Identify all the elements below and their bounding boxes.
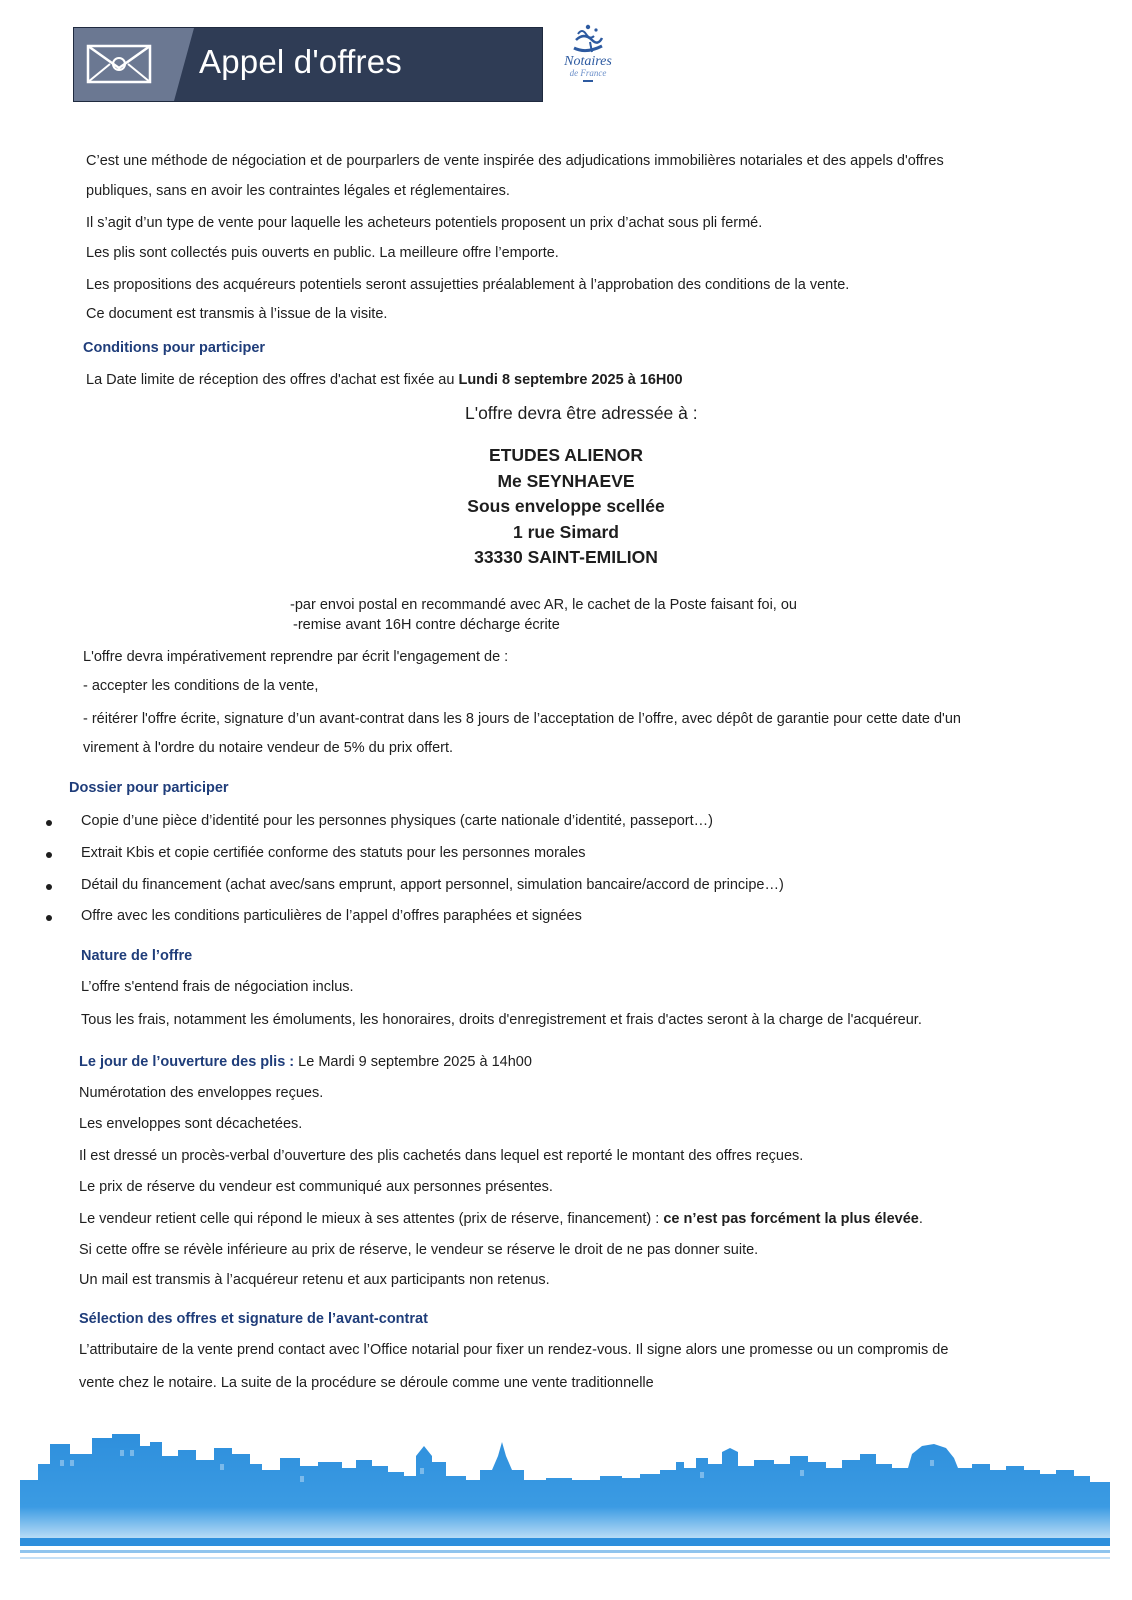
opening-heading: Le jour de l’ouverture des plis : [79, 1054, 295, 1070]
address-line: 1 rue Simard [512, 521, 620, 542]
engagement-line: - accepter les conditions de la vente, [83, 678, 319, 694]
deadline-date: Lundi 8 septembre 2025 à 16H00 [458, 372, 683, 388]
logo-subtitle: de France [569, 68, 607, 78]
notaires-logo-icon [568, 22, 608, 56]
envelope-icon [86, 42, 152, 86]
intro-line: Les propositions des acquéreurs potentiels seront assujetties préalablement à l’approbation des conditions de la vente. [86, 277, 850, 293]
delivery-line: -remise avant 16H contre décharge écrite [293, 617, 560, 633]
deadline-text: La Date limite de réception des offres d'achat est fixée au [86, 372, 459, 388]
opening-heading-line [79, 1054, 532, 1070]
notaires-logo [548, 22, 628, 94]
bullet-icon [46, 852, 52, 858]
selection-line: L’attributaire de la vente prend contact avec l’Office notarial pour fixer un rendez-vous. Il signe alors une promesse ou un compromis de [79, 1342, 949, 1358]
nature-line: Tous les frais, notamment les émoluments, les honoraires, droits d'enregistrement et frais d'actes seront à la charge de l'acquéreur. [81, 1012, 922, 1028]
delivery-line: -par envoi postal en recommandé avec AR, le cachet de la Poste faisant foi, ou [290, 597, 797, 613]
intro-line: Ce document est transmis à l’issue de la visite. [86, 306, 388, 322]
conditions-heading: Conditions pour participer [83, 340, 266, 356]
address-line: Sous enveloppe scellée [467, 496, 665, 516]
retain-emphasis: ce n’est pas forcément la plus élevée [663, 1211, 919, 1227]
opening-line: Un mail est transmis à l’acquéreur retenu et aux participants non retenus. [79, 1272, 550, 1288]
city-skyline-illustration [0, 1420, 1132, 1590]
address-block [0, 443, 1132, 571]
dossier-item: Offre avec les conditions particulières de l’appel d’offres paraphées et signées [81, 908, 582, 924]
address-line: 33330 SAINT-EMILION [474, 547, 658, 567]
selection-line: vente chez le notaire. La suite de la procédure se déroule comme une vente traditionnelle [79, 1375, 654, 1391]
engagement-line: virement à l'ordre du notaire vendeur de 5% du prix offert. [83, 740, 454, 756]
nature-heading: Nature de l’offre [81, 948, 193, 964]
opening-line: Les enveloppes sont décachetées. [79, 1116, 303, 1132]
dossier-item: Copie d’une pièce d’identité pour les personnes physiques (carte nationale d’identité, passeport…) [81, 813, 713, 829]
opening-date: Le Mardi 9 septembre 2025 à 14h00 [294, 1054, 532, 1070]
address-line: Me SEYNHAEVE [497, 470, 635, 491]
address-line: ETUDES ALIENOR [489, 445, 643, 465]
opening-line: Si cette offre se révèle inférieure au prix de réserve, le vendeur se réserve le droit de ne pas donner suite. [79, 1242, 759, 1258]
logo-dash [583, 80, 593, 82]
opening-line: Numérotation des enveloppes reçues. [79, 1085, 324, 1101]
bullet-icon [46, 820, 52, 826]
dossier-heading: Dossier pour participer [69, 780, 229, 796]
intro-line: Les plis sont collectés puis ouverts en public. La meilleure offre l’emporte. [86, 245, 559, 261]
opening-line: Le prix de réserve du vendeur est communiqué aux personnes présentes. [79, 1179, 553, 1195]
bullet-icon [46, 915, 52, 921]
retain-line [79, 1211, 923, 1227]
page-title: Appel d'offres [199, 43, 402, 80]
opening-line: Il est dressé un procès-verbal d’ouverture des plis cachetés dans lequel est reporté le montant des offres reçues. [79, 1148, 804, 1164]
engagement-line: L'offre devra impérativement reprendre par écrit l'engagement de : [83, 649, 509, 665]
header-banner [73, 27, 543, 102]
retain-suffix: . [918, 1211, 923, 1227]
intro-line: C’est une méthode de négociation et de pourparlers de vente inspirée des adjudications immobilières notariales et des appels d'offres [86, 153, 944, 169]
retain-text: Le vendeur retient celle qui répond le mieux à ses attentes (prix de réserve, financement) : [79, 1211, 664, 1227]
selection-heading: Sélection des offres et signature de l’avant-contrat [79, 1311, 428, 1327]
dossier-item: Extrait Kbis et copie certifiée conforme des statuts pour les personnes morales [81, 845, 586, 861]
bullet-icon [46, 884, 52, 890]
header-icon-panel [74, 28, 174, 101]
intro-line: Il s’agit d’un type de vente pour laquelle les acheteurs potentiels proposent un prix d’achat sous pli fermé. [86, 215, 763, 231]
intro-line: publiques, sans en avoir les contraintes légales et réglementaires. [86, 183, 510, 199]
deadline-line [86, 372, 683, 388]
address-intro: L'offre devra être adressée à : [465, 403, 698, 423]
engagement-line: - réitérer l'offre écrite, signature d’un avant-contrat dans les 8 jours de l’acceptation de l’offre, avec dépôt de garantie pour cette date d'un [83, 711, 961, 727]
dossier-item: Détail du financement (achat avec/sans emprunt, apport personnel, simulation bancaire/accord de principe…) [81, 877, 784, 893]
logo-name: Notaires [564, 54, 612, 69]
nature-line: L’offre s'entend frais de négociation inclus. [81, 979, 354, 995]
header-slant [174, 28, 194, 101]
